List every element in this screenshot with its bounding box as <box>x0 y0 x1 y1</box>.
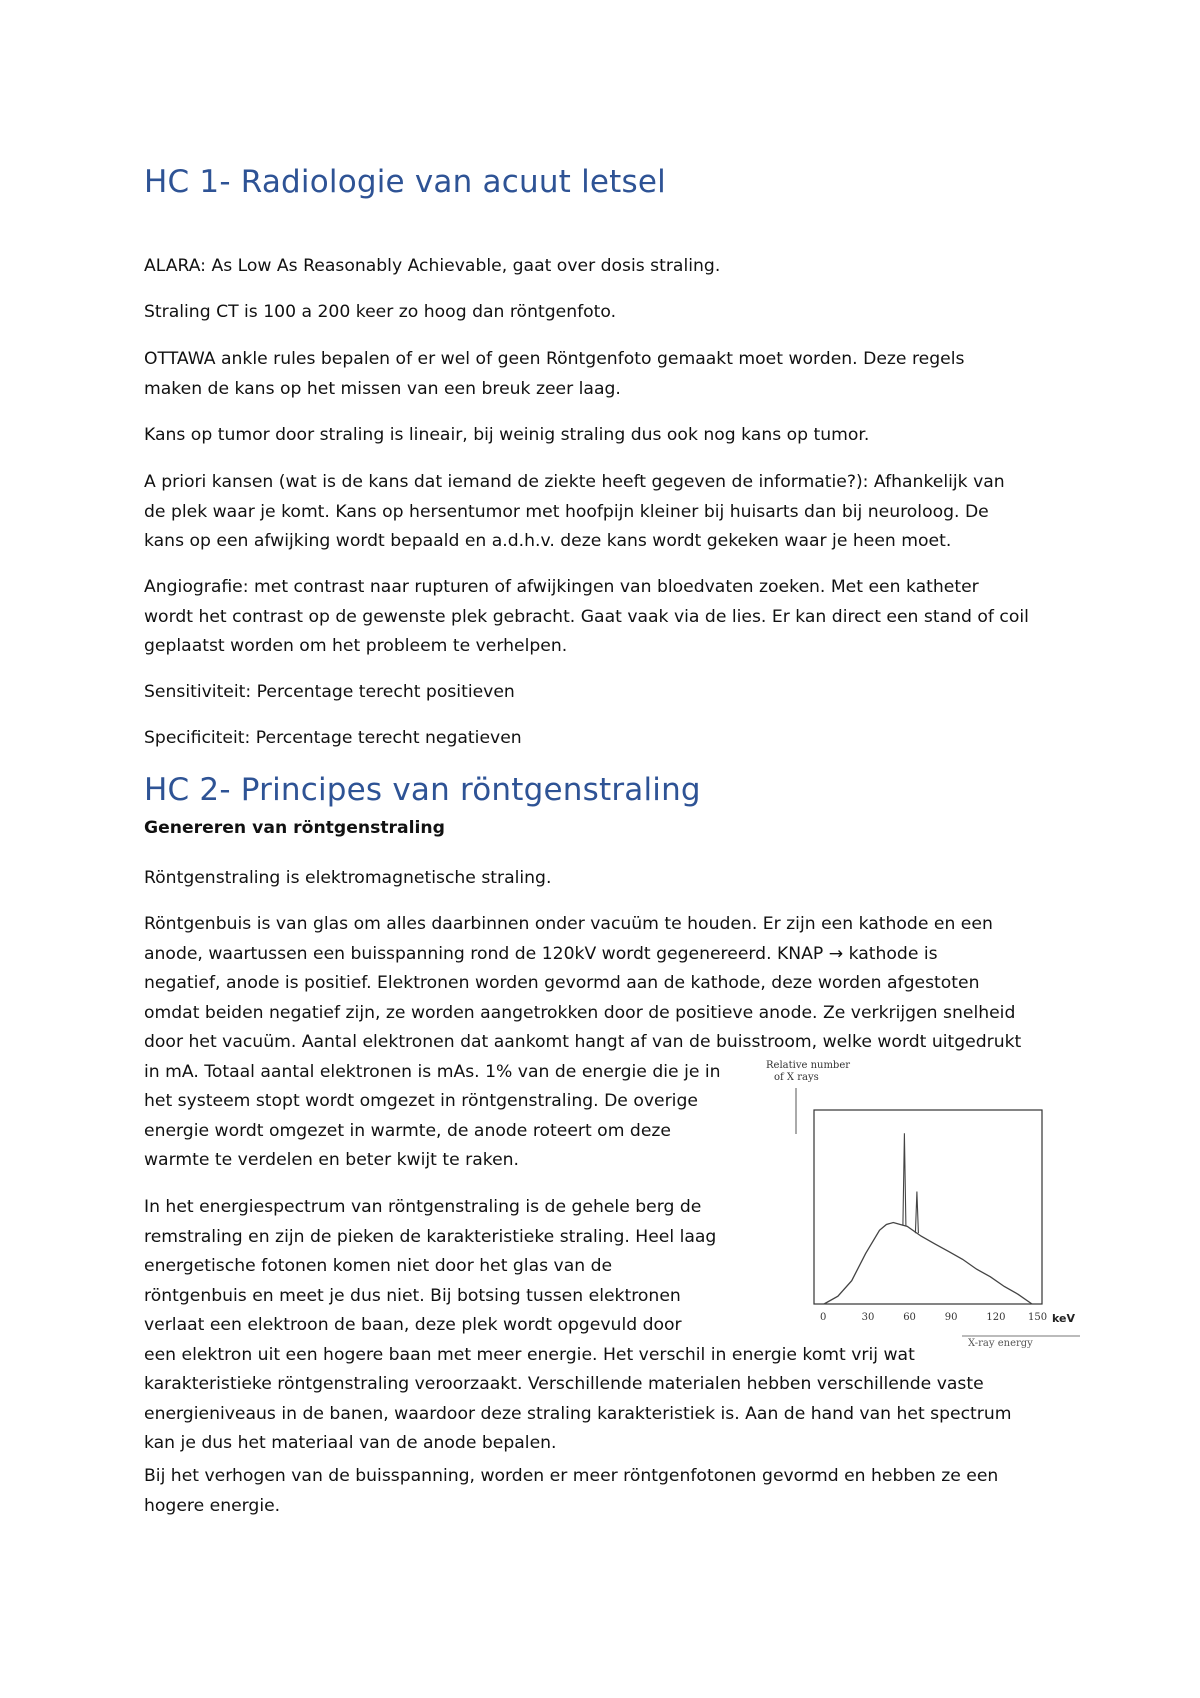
text-line: de plek waar je komt. Kans op hersentumor met hoofpijn kleiner bij huisarts dan bij neuroloog. De <box>144 501 989 522</box>
text-line: karakteristieke röntgenstraling veroorzaakt. Verschillende materialen hebben verschillende vaste <box>144 1374 984 1394</box>
paragraph-alara: ALARA: As Low As Reasonably Achievable, gaat over dosis straling. <box>144 256 721 276</box>
text-line: röntgenbuis en meet je dus niet. Bij botsing tussen elektronen <box>144 1285 681 1306</box>
text-line: maken de kans op het missen van een breuk zeer laag. <box>144 378 621 399</box>
text-line: geplaatst worden om het probleem te verhelpen. <box>144 636 568 656</box>
ylabel-line1: Relative number <box>766 1060 851 1071</box>
x-tick-label: 0 <box>820 1312 827 1323</box>
text-line: een elektron uit een hogere baan met meer energie. Het verschil in energie komt vrij wat <box>144 1344 915 1365</box>
subheading-genereren: Genereren van röntgenstraling <box>144 818 445 838</box>
text-line: negatief, anode is positief. Elektronen worden gevormd aan de kathode, deze worden afgestoten <box>144 973 980 993</box>
x-tick-label: 150 <box>1028 1312 1048 1323</box>
text-line: hogere energie. <box>144 1495 281 1516</box>
paragraph-angiografie <box>144 573 1029 662</box>
text-line: in mA. Totaal aantal elektronen is mAs. 1% van de energie die je in <box>144 1061 721 1082</box>
text-line: Röntgenbuis is van glas om alles daarbinnen onder vacuüm te houden. Er zijn een kathode en een <box>144 914 993 934</box>
text-line: energetische fotonen komen niet door het glas van de <box>144 1256 613 1276</box>
paragraph-apriori <box>144 468 1005 557</box>
x-axis-title: X-ray energy <box>968 1338 1033 1349</box>
paragraph-sensitiviteit: Sensitiviteit: Percentage terecht positieven <box>144 682 515 702</box>
text-line: OTTAWA ankle rules bepalen of er wel of geen Röntgenfoto gemaakt moet worden. Deze regels <box>144 349 965 369</box>
text-line: het systeem stopt wordt omgezet in röntgenstraling. De overige <box>144 1091 698 1111</box>
text-line: wordt het contrast op de gewenste plek gebracht. Gaat vaak via de lies. Er kan direct een stand of coil <box>144 606 1029 627</box>
paragraph-tumor: Kans op tumor door straling is lineair, bij weinig straling dus ook nog kans op tumor. <box>144 425 870 445</box>
xray-spectrum-chart <box>762 1058 1092 1349</box>
paragraph-ct: Straling CT is 100 a 200 keer zo hoog dan röntgenfoto. <box>144 302 617 322</box>
characteristic-peak-1 <box>903 1133 906 1225</box>
text-line: anode, waartussen een buisspanning rond de 120kV wordt gegenereerd. KNAP → kathode is <box>144 943 938 964</box>
plot-frame <box>814 1110 1042 1304</box>
heading-hc1: HC 1- Radiologie van acuut letsel <box>144 164 666 200</box>
x-tick-label: 60 <box>903 1312 916 1323</box>
text-line: In het energiespectrum van röntgenstraling is de gehele berg de <box>144 1197 702 1217</box>
xray-spectrum-figure <box>762 1058 1092 1349</box>
text-line: door het vacuüm. Aantal elektronen dat aankomt hangt af van de buisstroom, welke wordt uitgedrukt <box>144 1032 1022 1052</box>
paragraph-verhogen <box>144 1462 998 1521</box>
text-line: kan je dus het materiaal van de anode bepalen. <box>144 1433 557 1453</box>
text-line: Angiografie: met contrast naar rupturen of afwijkingen van bloedvaten zoeken. Met een katheter <box>144 577 979 597</box>
text-line: A priori kansen (wat is de kans dat iemand de ziekte heeft gegeven de informatie?): Afhankelijk van <box>144 472 1005 492</box>
paragraph-specificiteit: Specificiteit: Percentage terecht negatieven <box>144 728 522 748</box>
text-line: kans op een afwijking wordt bepaald en a.d.h.v. deze kans wordt gekeken waar je heen moet. <box>144 531 952 551</box>
text-line: warmte te verdelen en beter kwijt te raken. <box>144 1150 520 1170</box>
spectrum-marks <box>824 1133 1032 1304</box>
x-tick-label: 90 <box>944 1312 958 1323</box>
x-tick-label: 120 <box>986 1312 1006 1323</box>
characteristic-peak-2 <box>915 1192 918 1234</box>
text-line: omdat beiden negatief zijn, ze worden aangetrokken door de positieve anode. Ze verkrijgen snelheid <box>144 1002 1016 1023</box>
paragraph-ottawa <box>144 345 964 404</box>
text-line: verlaat een elektroon de baan, deze plek wordt opgevuld door <box>144 1315 682 1335</box>
x-tick-labels <box>820 1312 1047 1323</box>
text-line: Bij het verhogen van de buisspanning, worden er meer röntgenfotonen gevormd en hebben ze een <box>144 1466 999 1486</box>
bremsstrahlung-curve <box>824 1223 1032 1305</box>
ylabel-line2: of X rays <box>774 1072 819 1083</box>
paragraph-elektromagnetisch: Röntgenstraling is elektromagnetische straling. <box>144 868 552 888</box>
text-line: energie wordt omgezet in warmte, de anode roteert om deze <box>144 1120 671 1141</box>
x-tick-label: 30 <box>861 1312 875 1323</box>
heading-hc2: HC 2- Principes van röntgenstraling <box>144 772 701 808</box>
x-unit-label: keV <box>1052 1312 1075 1325</box>
text-line: remstraling en zijn de pieken de karakteristieke straling. Heel laag <box>144 1226 717 1247</box>
text-line: energieniveaus in de banen, waardoor deze straling karakteristiek is. Aan de hand van het spectrum <box>144 1403 1012 1424</box>
